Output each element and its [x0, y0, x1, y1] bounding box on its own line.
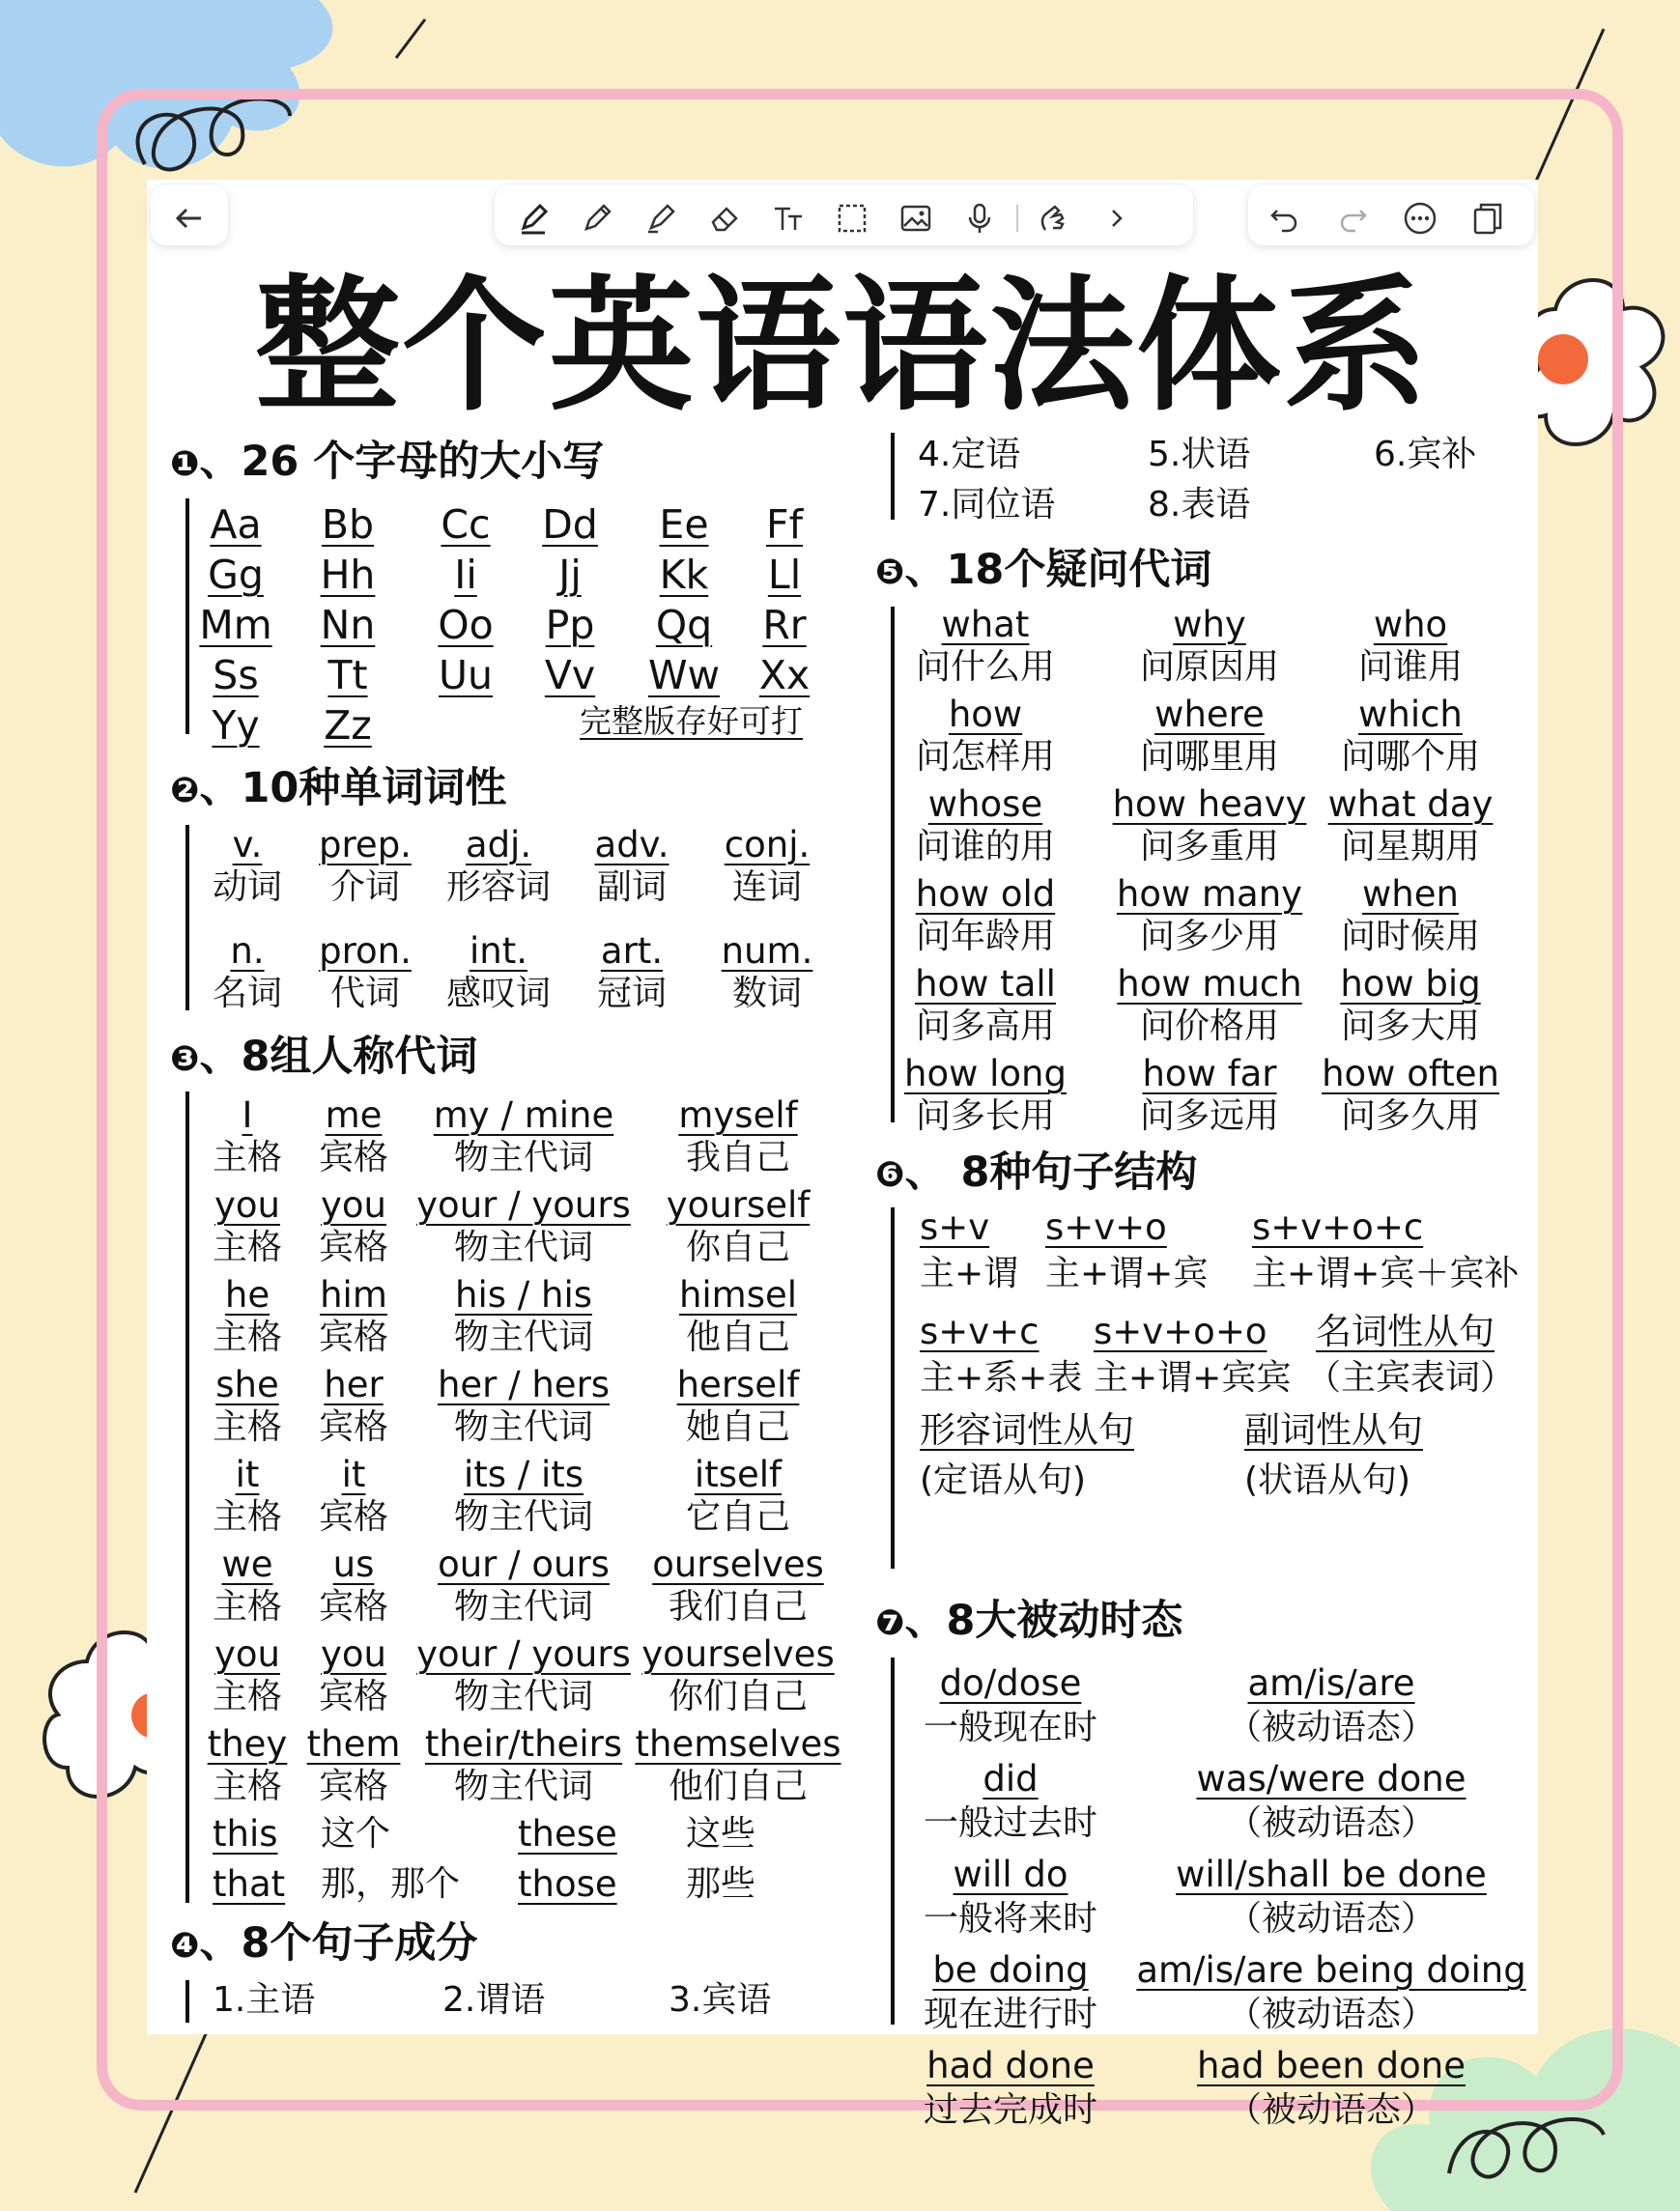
question-word-usage: 问多大用: [1340, 1006, 1481, 1046]
print-note: 完整版存好可打: [580, 702, 803, 740]
demonstrative-plural-meaning: 这些: [686, 1814, 756, 1854]
structure-formula: s+v+o+c: [1252, 1206, 1424, 1248]
letter-pair: Vv: [544, 652, 596, 698]
letter-pair: Ff: [765, 501, 804, 548]
object-pronoun: us: [332, 1544, 375, 1585]
question-word-usage: 问多重用: [1139, 827, 1280, 866]
subject-pronoun: we: [221, 1544, 273, 1585]
word-class-abbr: pron.: [319, 930, 412, 972]
question-word: how much: [1117, 963, 1302, 1005]
reflexive-pronoun: yourselves: [641, 1633, 835, 1675]
demonstrative-meaning: 那，那个: [321, 1864, 461, 1904]
tense-name: 一般过去时: [923, 1803, 1098, 1843]
passive-label: （被动语态）: [1226, 2090, 1437, 2130]
drawing-tools: [495, 185, 1193, 245]
possessive-case-label: 物主代词: [453, 1138, 594, 1177]
page-actions: [1248, 185, 1534, 245]
possessive-pronoun: its / its: [463, 1454, 584, 1495]
word-class-abbr: adv.: [594, 824, 669, 865]
subject-case-label: 主格: [212, 1318, 283, 1357]
subject-case-label: 主格: [212, 1587, 283, 1627]
word-class-name: 感叹词: [445, 974, 552, 1013]
letter-pair: Ww: [647, 652, 721, 698]
question-word-usage: 问多少用: [1139, 917, 1280, 956]
word-class-name: 形容词: [445, 867, 552, 907]
object-case-label: 宾格: [318, 1587, 389, 1627]
question-word-usage: 问年龄用: [915, 917, 1056, 956]
subject-case-label: 主格: [212, 1677, 283, 1716]
question-word-usage: 问时候用: [1340, 917, 1481, 956]
demonstrative-meaning: 这个: [321, 1814, 391, 1854]
reflexive-pronoun: yourself: [666, 1184, 811, 1226]
letter-pair: Qq: [655, 602, 713, 648]
word-class-name: 数词: [731, 974, 803, 1013]
subject-pronoun: you: [214, 1633, 280, 1675]
text-icon[interactable]: [771, 201, 806, 236]
possessive-case-label: 物主代词: [453, 1318, 594, 1357]
question-word: what day: [1327, 783, 1494, 825]
section-3-rule: [185, 1091, 189, 1903]
possessive-pronoun: our / ours: [438, 1544, 610, 1585]
structure-formula: s+v+o+o: [1094, 1311, 1267, 1352]
passive-form: had been done: [1197, 2045, 1466, 2086]
passive-form: will/shall be done: [1176, 1854, 1487, 1895]
letter-pair: Gg: [208, 552, 264, 598]
clause-type: 形容词性从句: [920, 1409, 1134, 1451]
question-word-usage: 问什么用: [915, 647, 1056, 687]
possessive-case-label: 物主代词: [453, 1407, 594, 1447]
subject-pronoun: he: [224, 1274, 271, 1316]
question-word-usage: 问多高用: [915, 1006, 1056, 1046]
question-word-usage: 问哪个用: [1340, 737, 1481, 777]
passive-label: （被动语态）: [1226, 1708, 1437, 1747]
clause-type: 副词性从句: [1244, 1409, 1423, 1451]
passive-label: （被动语态）: [1226, 1803, 1437, 1843]
letter-pair: Bb: [321, 501, 375, 548]
sentence-component: 6.宾补: [1374, 435, 1477, 474]
eraser-icon[interactable]: [707, 201, 742, 236]
section-2-rule: [185, 825, 189, 1010]
question-word-usage: 问多久用: [1340, 1096, 1481, 1136]
back-button-container: [151, 185, 228, 245]
object-case-label: 宾格: [318, 1767, 389, 1806]
word-class-abbr: adj.: [465, 824, 532, 865]
section-1-rule: [185, 498, 189, 734]
letter-pair: Ee: [659, 501, 709, 548]
touch-pen-icon[interactable]: [1036, 201, 1070, 236]
object-pronoun: him: [320, 1274, 387, 1316]
reflexive-meaning: 我自己: [685, 1138, 791, 1177]
word-class-abbr: v.: [232, 824, 263, 865]
question-word: how tall: [915, 963, 1056, 1005]
reflexive-meaning: 她自己: [685, 1407, 791, 1447]
question-word: how far: [1142, 1053, 1277, 1094]
word-class-name: 副词: [596, 867, 668, 907]
image-icon[interactable]: [898, 201, 933, 236]
demonstrative-plural: these: [518, 1813, 617, 1855]
structure-meaning: 主+谓: [920, 1254, 1019, 1293]
possessive-pronoun: their/theirs: [424, 1723, 623, 1765]
question-word: when: [1362, 873, 1459, 915]
question-word: how long: [904, 1053, 1067, 1094]
letter-pair: Cc: [441, 501, 491, 548]
copy-page-icon[interactable]: [1470, 201, 1505, 236]
structure-formula: s+v+c: [920, 1311, 1039, 1352]
passive-form: am/is/are: [1247, 1662, 1415, 1704]
subject-case-label: 主格: [212, 1228, 283, 1267]
word-class-name: 代词: [329, 974, 401, 1013]
question-word: how: [948, 694, 1023, 735]
question-word-usage: 问价格用: [1139, 1006, 1280, 1046]
reflexive-meaning: 他们自己: [668, 1767, 809, 1806]
possessive-case-label: 物主代词: [453, 1587, 594, 1627]
object-case-label: 宾格: [318, 1677, 389, 1716]
structure-meaning: 主+谓+宾＋宾补: [1252, 1254, 1520, 1293]
word-class-name: 介词: [329, 867, 401, 907]
question-word: how big: [1340, 963, 1481, 1005]
reflexive-meaning: 我们自己: [668, 1587, 809, 1627]
sentence-component: 4.定语: [918, 435, 1021, 474]
word-class-abbr: art.: [600, 930, 664, 972]
sentence-component: 3.宾语: [669, 1980, 772, 2020]
letter-pair: Ss: [213, 652, 259, 698]
object-pronoun: me: [325, 1094, 383, 1136]
clause-meaning: (定语从句): [920, 1460, 1087, 1500]
sentence-component: 5.状语: [1148, 435, 1251, 474]
object-case-label: 宾格: [318, 1407, 389, 1447]
question-word: what: [941, 604, 1030, 645]
tense-form: do/dose: [939, 1662, 1082, 1704]
passive-label: （被动语态）: [1226, 1995, 1437, 2034]
word-class-name: 冠词: [596, 974, 668, 1013]
sentence-component: 2.谓语: [442, 1980, 546, 2020]
reflexive-pronoun: herself: [676, 1364, 800, 1405]
subject-pronoun: I: [242, 1094, 253, 1136]
question-word: whose: [927, 783, 1043, 825]
sentence-component: 7.同位语: [918, 485, 1056, 524]
possessive-pronoun: her / hers: [437, 1364, 611, 1405]
question-word-usage: 问谁的用: [915, 827, 1056, 866]
pencil-icon[interactable]: [580, 201, 614, 236]
tense-name: 现在进行时: [923, 1995, 1098, 2034]
question-word: which: [1358, 694, 1463, 735]
question-word: why: [1173, 604, 1246, 645]
section-2-heading: ❷、10种单词词性: [170, 764, 507, 812]
letter-pair: Jj: [558, 552, 582, 598]
subject-case-label: 主格: [212, 1767, 283, 1806]
question-word-usage: 问谁用: [1357, 647, 1464, 687]
letter-pair: Mm: [199, 602, 272, 648]
structure-formula: s+v: [920, 1206, 990, 1248]
letter-pair: Yy: [212, 702, 260, 749]
section-1-heading: ❶、26 个字母的大小写: [170, 438, 605, 486]
tense-name: 一般现在时: [923, 1708, 1098, 1747]
possessive-case-label: 物主代词: [453, 1497, 594, 1537]
object-pronoun: you: [321, 1184, 386, 1226]
letter-pair: Rr: [762, 602, 807, 648]
possessive-pronoun: your / yours: [416, 1633, 631, 1675]
tense-name: 过去完成时: [923, 2090, 1098, 2130]
subject-pronoun: it: [235, 1454, 260, 1495]
possessive-case-label: 物主代词: [453, 1677, 594, 1716]
possessive-case-label: 物主代词: [453, 1228, 594, 1267]
passive-form: was/were done: [1196, 1758, 1466, 1800]
object-case-label: 宾格: [318, 1228, 389, 1267]
word-class-abbr: int.: [470, 930, 527, 972]
reflexive-meaning: 他自己: [685, 1318, 791, 1357]
structure-meaning: 主+谓+宾宾: [1094, 1358, 1292, 1398]
letter-pair: Xx: [758, 652, 811, 698]
more-options-icon[interactable]: [1403, 201, 1438, 236]
section-3-heading: ❸、8组人称代词: [170, 1033, 478, 1081]
letter-pair: Oo: [438, 602, 494, 648]
question-word-usage: 问多长用: [915, 1096, 1056, 1136]
structure-meaning: 主+系+表: [920, 1358, 1083, 1398]
structure-formula: 名词性从句: [1316, 1311, 1495, 1352]
redo-icon[interactable]: [1335, 201, 1370, 236]
possessive-pronoun: his / his: [454, 1274, 593, 1316]
letter-pair: Hh: [320, 552, 376, 598]
toolbar: [147, 180, 1538, 259]
possessive-pronoun: my / mine: [433, 1094, 614, 1136]
undo-icon[interactable]: [1267, 201, 1302, 236]
question-word-usage: 问怎样用: [915, 737, 1056, 777]
demonstrative-word: this: [213, 1813, 278, 1855]
section-4-rule-left: [185, 1980, 189, 2023]
microphone-icon[interactable]: [962, 201, 997, 236]
letter-pair: Pp: [545, 602, 595, 648]
word-class-abbr: prep.: [319, 824, 412, 865]
question-word-usage: 问多远用: [1139, 1096, 1280, 1136]
page-title: 整个英语语法体系: [254, 263, 1430, 431]
object-case-label: 宾格: [318, 1138, 389, 1177]
letter-pair: Nn: [320, 602, 376, 648]
question-word-usage: 问原因用: [1139, 647, 1280, 687]
question-word: how old: [915, 873, 1056, 915]
subject-pronoun: they: [207, 1723, 288, 1765]
question-word: who: [1373, 604, 1448, 645]
word-class-abbr: num.: [721, 930, 813, 972]
passive-form: am/is/are being doing: [1136, 1949, 1526, 1991]
reflexive-meaning: 你们自己: [668, 1677, 809, 1716]
demonstrative-plural-meaning: 那些: [686, 1864, 756, 1904]
question-word-usage: 问哪里用: [1139, 737, 1280, 777]
chevron-right-icon[interactable]: [1099, 201, 1134, 236]
subject-case-label: 主格: [212, 1497, 283, 1537]
demonstrative-word: that: [213, 1863, 286, 1905]
structure-meaning: （主宾表词）: [1306, 1358, 1516, 1398]
object-pronoun: her: [324, 1364, 384, 1405]
letter-pair: Dd: [542, 501, 598, 548]
section-4-heading: ❹、8个句子成分: [170, 1919, 478, 1968]
letter-pair: Ll: [767, 552, 802, 598]
subject-case-label: 主格: [212, 1138, 283, 1177]
word-class-abbr: conj.: [724, 824, 811, 865]
reflexive-pronoun: ourselves: [652, 1544, 824, 1585]
reflexive-pronoun: himsel: [678, 1274, 798, 1316]
object-pronoun: you: [321, 1633, 386, 1675]
section-6-heading: ❻、 8种句子结构: [875, 1148, 1198, 1197]
tense-form: be doing: [932, 1949, 1089, 1991]
clause-meaning: (状语从句): [1244, 1460, 1411, 1500]
letter-pair: Kk: [659, 552, 709, 598]
subject-pronoun: she: [215, 1364, 279, 1405]
highlighter-icon[interactable]: [643, 201, 678, 236]
sentence-component: 8.表语: [1148, 485, 1251, 524]
possessive-case-label: 物主代词: [453, 1767, 594, 1806]
object-case-label: 宾格: [318, 1497, 389, 1537]
section-7-rule: [891, 1658, 895, 2025]
marker-icon[interactable]: [516, 201, 551, 236]
structure-meaning: 主+谓+宾: [1045, 1254, 1209, 1293]
question-word-usage: 问星期用: [1340, 827, 1481, 866]
word-class-name: 动词: [212, 867, 283, 907]
possessive-pronoun: your / yours: [416, 1184, 631, 1226]
object-pronoun: them: [306, 1723, 401, 1765]
letter-pair: Zz: [324, 702, 372, 749]
reflexive-meaning: 它自己: [685, 1497, 791, 1537]
letter-pair: Ii: [454, 552, 477, 598]
section-7-heading: ❼、8大被动时态: [875, 1597, 1183, 1645]
passive-label: （被动语态）: [1226, 1899, 1437, 1939]
reflexive-pronoun: themselves: [635, 1723, 841, 1765]
object-pronoun: it: [341, 1454, 366, 1495]
tense-name: 一般将来时: [923, 1899, 1098, 1939]
object-case-label: 宾格: [318, 1318, 389, 1357]
section-5-heading: ❺、18个疑问代词: [875, 546, 1212, 594]
note-page: [147, 180, 1538, 2130]
question-word: how often: [1322, 1053, 1499, 1094]
reflexive-pronoun: itself: [694, 1454, 783, 1495]
toolbar-divider: [1016, 205, 1018, 232]
word-class-name: 名词: [212, 974, 283, 1013]
word-class-abbr: n.: [230, 930, 265, 972]
reflexive-pronoun: myself: [678, 1094, 798, 1136]
question-word: how many: [1116, 873, 1303, 915]
back-arrow-icon[interactable]: [172, 201, 207, 236]
subject-pronoun: you: [214, 1184, 280, 1226]
section-4-rule-right: [891, 433, 895, 520]
section-6-rule: [891, 1207, 895, 1569]
word-class-name: 连词: [731, 867, 803, 907]
structure-formula: s+v+o: [1045, 1206, 1167, 1248]
selection-icon[interactable]: [835, 201, 869, 236]
tense-form: will do: [953, 1854, 1068, 1895]
subject-case-label: 主格: [212, 1407, 283, 1447]
letter-pair: Uu: [439, 652, 493, 698]
section-5-rule: [891, 607, 895, 1122]
demonstrative-plural: those: [518, 1863, 617, 1905]
question-word: how heavy: [1112, 783, 1307, 825]
question-word: where: [1154, 694, 1265, 735]
tense-form: did: [982, 1758, 1039, 1800]
sentence-component: 1.主语: [213, 1980, 316, 2020]
tense-form: had done: [926, 2045, 1095, 2086]
letter-pair: Aa: [210, 501, 262, 548]
reflexive-meaning: 你自己: [685, 1228, 791, 1267]
letter-pair: Tt: [327, 652, 368, 698]
